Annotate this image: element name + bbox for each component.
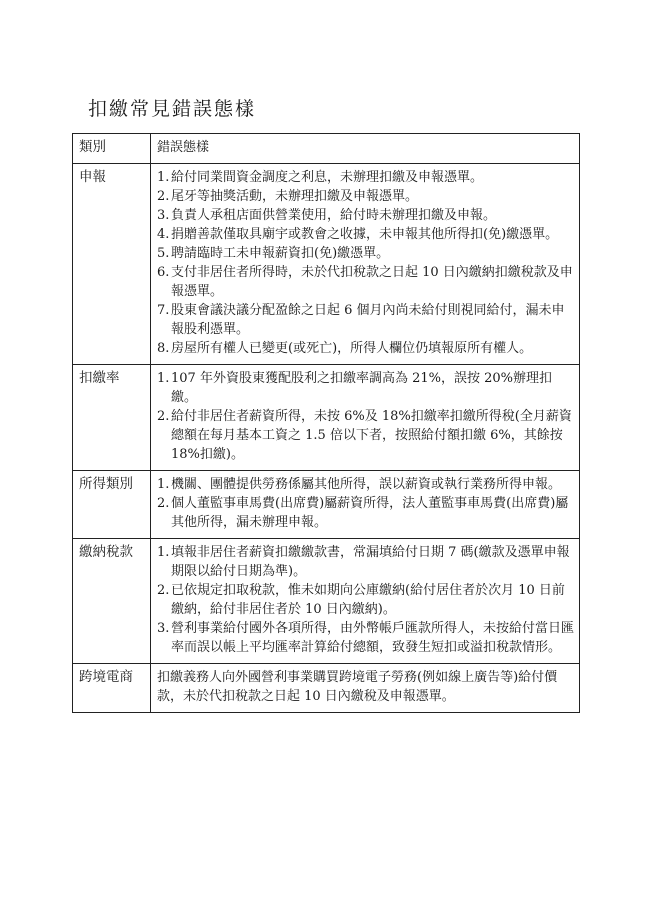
- row-category: 扣繳率: [73, 365, 151, 471]
- item-text: 107 年外資股東獲配股利之扣繳率調高為 21%，誤按 20%辦理扣繳。: [171, 371, 552, 405]
- list-item: [157, 187, 574, 206]
- item-list: [157, 369, 574, 464]
- list-item: [157, 369, 574, 407]
- item-text: 已依規定扣取稅款，惟未如期向公庫繳納(給付居住者於次月 10 日前繳納，給付非居住者於 10 日內繳納)。: [171, 583, 565, 617]
- item-text: 支付非居住者所得時，未於代扣稅款之日起 10 日內繳納扣繳稅款及申報憑單。: [171, 265, 573, 299]
- table-row: [73, 365, 580, 471]
- item-number: 2.: [157, 583, 170, 598]
- header-category: 類別: [73, 134, 151, 164]
- list-item: [157, 494, 574, 532]
- list-item: [157, 407, 574, 464]
- item-number: 8.: [157, 341, 170, 356]
- item-text: 營利事業給付國外各項所得，由外幣帳戶匯款所得人，未按給付當日匯率而誤以帳上平均匯率計算給付總額，致發生短扣或溢扣稅款情形。: [171, 621, 575, 655]
- item-number: 2.: [157, 496, 170, 511]
- list-item: [157, 475, 574, 494]
- item-number: 4.: [157, 227, 170, 242]
- item-number: 3.: [157, 208, 170, 223]
- item-number: 5.: [157, 246, 170, 261]
- item-list: [157, 168, 574, 358]
- header-error-type: 錯誤態樣: [151, 134, 580, 164]
- item-number: 3.: [157, 621, 170, 636]
- row-content: [151, 539, 580, 664]
- item-text: 給付同業間資金調度之利息，未辦理扣繳及申報憑單。: [171, 170, 484, 185]
- table-row: [73, 164, 580, 365]
- item-number: 6.: [157, 265, 170, 280]
- item-list: [157, 475, 574, 532]
- row-content: [151, 365, 580, 471]
- row-category: 申報: [73, 164, 151, 365]
- list-item: [157, 244, 574, 263]
- table-row: [73, 664, 580, 713]
- item-text: 個人董監事車馬費(出席費)屬薪資所得，法人董監事車馬費(出席費)屬其他所得，漏未辦理申報。: [171, 496, 569, 530]
- item-text: 機關、團體提供勞務係屬其他所得，誤以薪資或執行業務所得申報。: [171, 477, 562, 492]
- item-number: 2.: [157, 189, 170, 204]
- table-row: [73, 539, 580, 664]
- item-text: 股東會議決議分配盈餘之日起 6 個月內尚未給付則視同給付，漏未申報股利憑單。: [171, 303, 565, 337]
- item-text: 房屋所有權人已變更(或死亡)，所得人欄位仍填報原所有權人。: [171, 341, 533, 356]
- item-text: 聘請臨時工未申報薪資扣(免)繳憑單。: [171, 246, 390, 261]
- row-content: [151, 664, 580, 713]
- item-text: 捐贈善款僅取具廟宇或教會之收據，未申報其他所得扣(免)繳憑單。: [171, 227, 559, 242]
- item-number: 7.: [157, 303, 170, 318]
- list-item: [157, 301, 574, 339]
- item-number: 2.: [157, 409, 170, 424]
- row-paragraph: 扣繳義務人向外國營利事業購買跨境電子勞務(例如線上廣告等)給付價款，未於代扣稅款之日起 10 日內繳稅及申報憑單。: [157, 670, 558, 704]
- row-category: 繳納稅款: [73, 539, 151, 664]
- table-header-row: [73, 134, 580, 164]
- row-content: [151, 471, 580, 539]
- item-number: 1.: [157, 477, 170, 492]
- item-text: 尾牙等抽獎活動，未辦理扣繳及申報憑單。: [171, 189, 419, 204]
- item-list: [157, 543, 574, 657]
- list-item: [157, 581, 574, 619]
- error-types-table: [72, 133, 580, 713]
- list-item: [157, 263, 574, 301]
- table-row: [73, 471, 580, 539]
- list-item: [157, 543, 574, 581]
- list-item: [157, 339, 574, 358]
- item-number: 1.: [157, 545, 170, 560]
- page-title: 扣繳常見錯誤態樣: [88, 98, 257, 120]
- row-content: [151, 164, 580, 365]
- list-item: [157, 619, 574, 657]
- list-item: [157, 225, 574, 244]
- list-item: [157, 168, 574, 187]
- list-item: [157, 206, 574, 225]
- item-text: 給付非居住者薪資所得，未按 6%及 18%扣繳率扣繳所得稅(全月薪資總額在每月基本工資之 1.5 倍以下者，按照給付額扣繳 6%，其餘按 18%扣繳)。: [171, 409, 572, 462]
- item-number: 1.: [157, 371, 170, 386]
- row-category: 跨境電商: [73, 664, 151, 713]
- row-category: 所得類別: [73, 471, 151, 539]
- item-text: 負責人承租店面供營業使用，給付時未辦理扣繳及申報。: [171, 208, 497, 223]
- item-number: 1.: [157, 170, 170, 185]
- item-text: 填報非居住者薪資扣繳繳款書，常漏填給付日期 7 碼(繳款及憑單申報期限以給付日期為準)。: [171, 545, 570, 579]
